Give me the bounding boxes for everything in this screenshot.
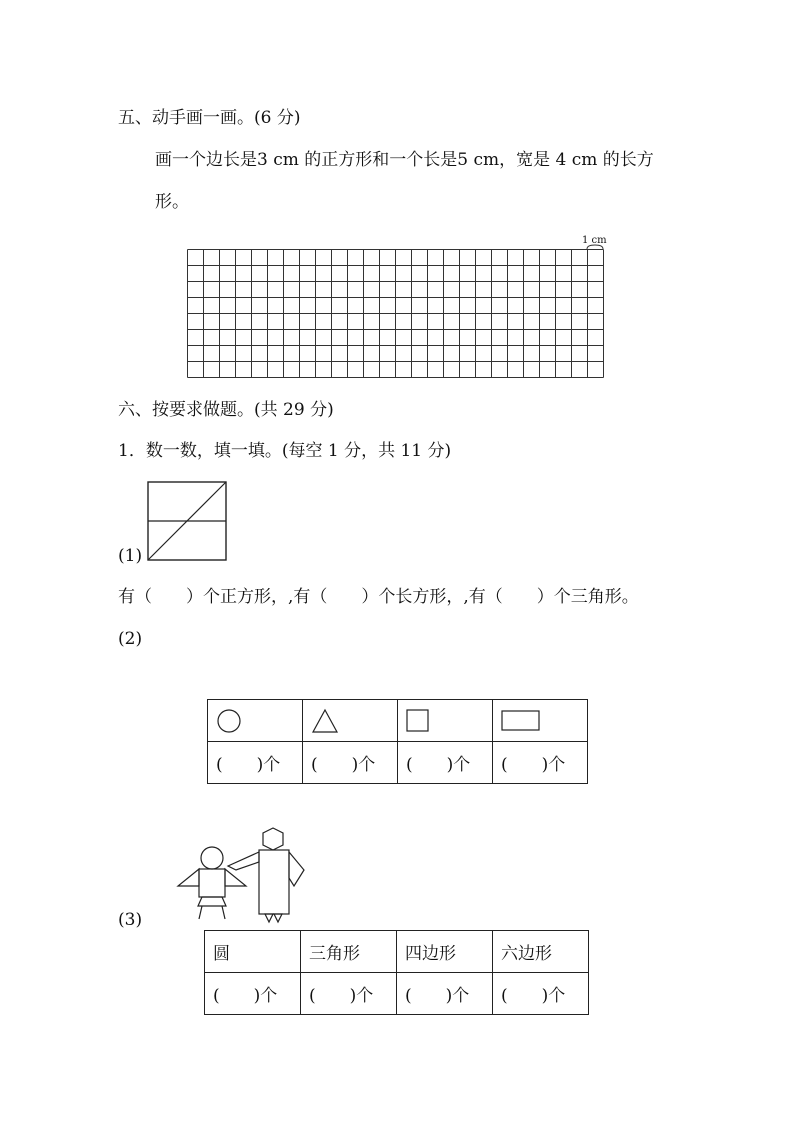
body-rectangle (259, 850, 289, 914)
shape-cell (493, 700, 588, 742)
left-arm-parallelogram (228, 852, 259, 870)
shape-cell (303, 700, 398, 742)
answer-row (208, 742, 588, 784)
header-cell: 六边形 (493, 931, 589, 973)
section-6-heading: 六、按要求做题。(共 29 分) (118, 400, 334, 420)
head-circle (201, 847, 223, 869)
header-cell: 四边形 (397, 931, 493, 973)
circle-icon (216, 708, 242, 734)
seat-trapezoid (198, 897, 226, 906)
answer-cell[interactable]: ( )个 (397, 973, 493, 1015)
head-hexagon (263, 828, 283, 850)
section-5-heading: 五、动手画一画。(6 分) (118, 108, 301, 128)
grid-unit-label: 1 cm (582, 235, 607, 246)
square-divided-figure (147, 481, 227, 561)
header-row (205, 931, 589, 973)
answer-cell[interactable]: ( )个 (303, 742, 398, 784)
shape-cell (398, 700, 493, 742)
shape-row (208, 700, 588, 742)
feet-triangles (265, 914, 273, 922)
header-cell: 三角形 (301, 931, 397, 973)
question-1-title: 1．数一数，填一填。(每空 1 分，共 11 分) (118, 441, 452, 461)
part-3-label: (3) (118, 910, 143, 930)
shape-type-count-table (204, 930, 589, 1015)
right-arm-triangle (225, 869, 246, 886)
part-1-label: (1) (118, 546, 143, 566)
answer-cell[interactable]: ( )个 (301, 973, 397, 1015)
triangle-icon (311, 708, 339, 734)
answer-cell[interactable]: ( )个 (493, 742, 588, 784)
section-5-instruction-line2: 形。 (155, 192, 189, 212)
answer-cell[interactable]: ( )个 (398, 742, 493, 784)
drawing-grid[interactable] (187, 233, 612, 379)
section-5-instruction-line1: 画一个边长是3 cm 的正方形和一个长是5 cm，宽是 4 cm 的长方 (155, 150, 654, 170)
shape-people-figure (170, 826, 315, 926)
answer-cell[interactable]: ( )个 (205, 973, 301, 1015)
header-cell: 圆 (205, 931, 301, 973)
body-square (199, 869, 225, 897)
shape-count-table (207, 699, 588, 784)
answer-cell[interactable]: ( )个 (493, 973, 589, 1015)
part-2-label: (2) (118, 629, 143, 649)
shape-cell (208, 700, 303, 742)
square-icon (406, 709, 430, 733)
right-arm-shape (289, 852, 304, 886)
rectangle-icon (501, 709, 541, 733)
left-arm-triangle (178, 869, 199, 886)
answer-row (205, 973, 589, 1015)
answer-cell[interactable]: ( )个 (208, 742, 303, 784)
part-1-sentence[interactable]: 有（ ）个正方形，,有（ ）个长方形，,有（ ）个三角形。 (118, 587, 639, 607)
